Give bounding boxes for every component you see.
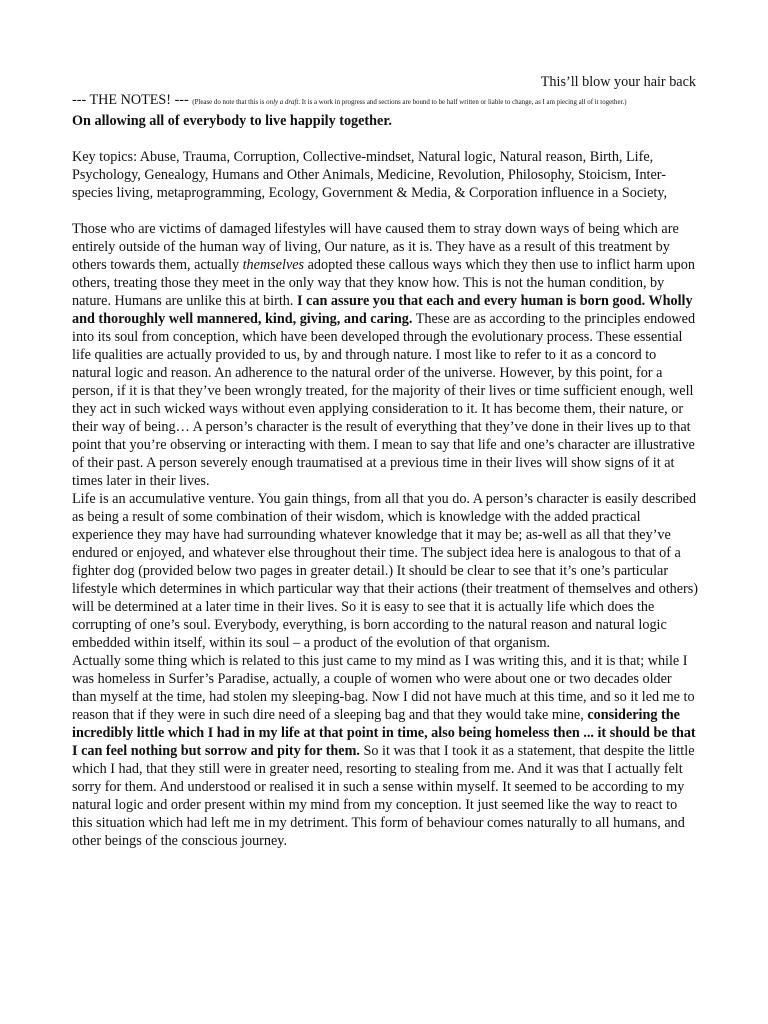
notes-heading [72,91,699,112]
draft-note-emphasis: only a draft [266,99,299,106]
document-title: On allowing all of everybody to live happily together. [72,113,392,129]
notes-heading-label: --- THE NOTES! --- [72,92,189,108]
paragraph-3-text: Actually some thing which is related to this just came to my mind as I was writing this, and it is that; while I was homeless in Surfer’s Paradise, actually, a couple of women who were about one or two decades older than myself at the time, had stolen my sleeping-bag. Now I did not have much at this time, and so it led me to reason that if they were in such dire need of a sleeping bag and that they would take mine, [72,653,695,723]
paragraph-1-bold: I can assure you that each and every human is born good. Wholly and thoroughly well mannered, kind, giving, and caring. [72,293,693,327]
paragraph-1-text: Those who are victims of damaged lifestyles will have caused them to stray down ways of being which are entirely outside of the human way of living, Our nature, as it is. They have as a result of this treatment by others towards them, actually [72,221,679,273]
paragraph-1-emphasis: themselves [242,257,305,273]
paragraph-1-text: adopted these callous ways which they then use to inflict harm upon others, treating those they meet in the only way that they know how. This is not the human condition, by nature. Humans are unlike this at birth. [72,257,695,309]
draft-note [192,99,626,106]
paragraph-3 [72,652,699,850]
running-title: This’ll blow your hair back [540,74,696,90]
paragraph-1 [72,220,699,490]
document-body [72,91,699,850]
spacer [72,202,699,220]
draft-note-text-start: (Please do note that this is [192,99,267,106]
draft-note-text-end: . It is a work in progress and sections are bound to be half written or liable to change, as I am piecing all of it together.) [298,99,627,106]
key-topics: Key topics: Abuse, Trauma, Corruption, Collective-mindset, Natural logic, Natural reason, Birth, Life, Psychology, Genealogy, Humans and Other Animals, Medicine, Revolution, Philosophy, Stoicism, Inter-species living, metaprogramming, Ecology, Government & Media, & Corporation influence in a Society, [72,149,668,201]
paragraph-2: Life is an accumulative venture. You gain things, from all that you do. A person’s character is easily described as being a result of some combination of their wisdom, which is knowledge with the added practical experience they may have had surrounding whatever knowledge that it may be; as-well as all that they’ve endured or enjoyed, and whatever else throughout their time. The subject idea here is analogous to that of a fighter dog (provided below two pages in greater detail.) It should be clear to see that it’s one’s particular lifestyle which determines in which particular way that their actions (their treatment of themselves and others) will be determined at a later time in their lives. So it is easy to see that it is actually life which does the corrupting of one’s soul. Everybody, everything, is born according to the natural reason and natural logic embedded within itself, within its soul – a product of the evolution of that organism. [72,491,699,651]
paragraph-1-text: These are as according to the principles endowed into its soul from conception, which have been developed through the evolutionary process. These essential life qualities are actually provided to us, by and through nature. I most like to refer to it as a concord to natural logic and reason. An adherence to the natural order of the universe. However, by this point, for a person, if it is that they’ve been wrongly treated, for the majority of their lives or time sufficient enough, well they act in such wicked ways without even applying consideration to it. It has become them, their nature, or their way of being… A person’s character is the result of everything that they’ve done in their lives up to that point that you’re observing or interacting with them. I mean to say that life and one’s character are illustrative of their past. A person severely enough traumatised at a previous time in their lives will show signs of it at times later in their lives. [72,311,696,489]
paragraph-3-bold: considering the incredibly little which I had in my life at that point in time, also being homeless then ... it should be that I can feel nothing but sorrow and pity for them. [72,707,696,759]
paragraph-3-text: So it was that I took it as a statement, that despite the little which I had, that they still were in greater need, resorting to stealing from me. And it was that I actually felt sorry for them. And understood or realised it in such a sense within myself. It seemed to be according to my natural logic and order present within my mind from my conception. It just seemed like the way to react to this situation which had left me in my detriment. This form of behaviour comes naturally to all humans, and other beings of the conscious journey. [72,743,695,849]
spacer [72,130,699,148]
